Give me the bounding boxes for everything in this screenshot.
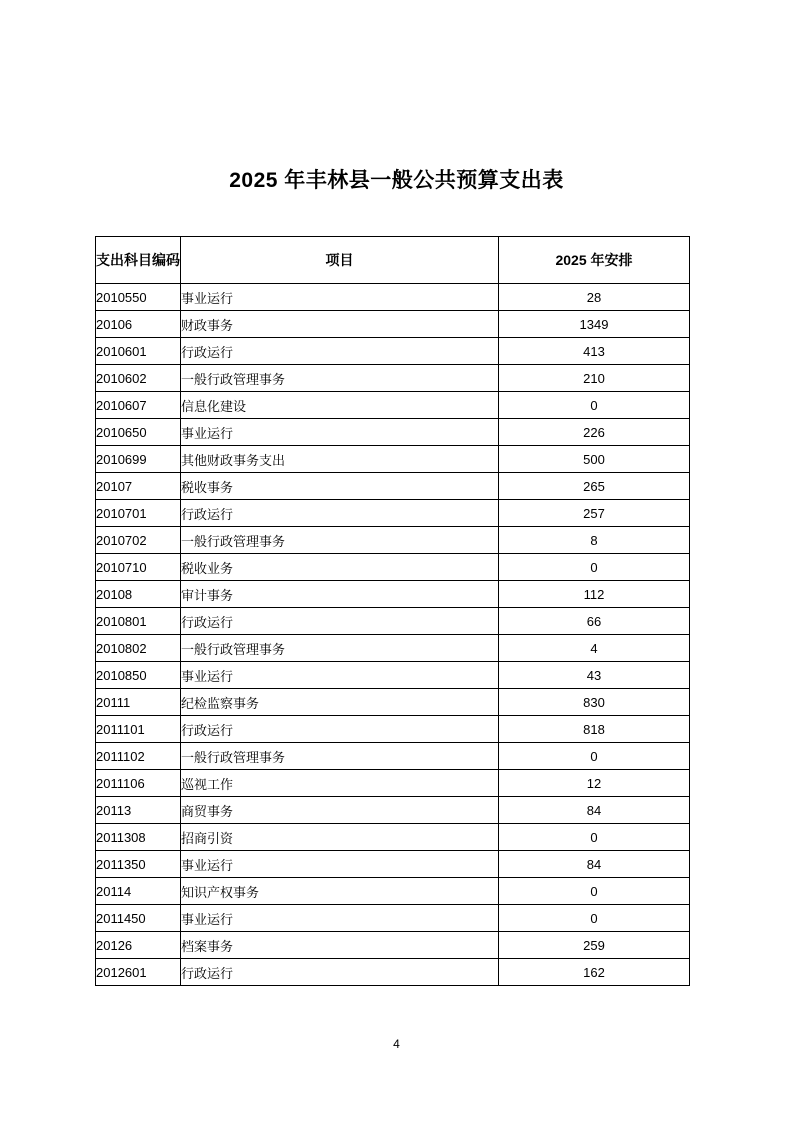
- cell-amount: 413: [499, 338, 690, 365]
- table-row: [96, 365, 690, 392]
- column-header-code: [96, 237, 181, 284]
- table-row: [96, 581, 690, 608]
- table-row: [96, 311, 690, 338]
- cell-item: 事业运行: [181, 905, 499, 932]
- cell-item: 其他财政事务支出: [181, 446, 499, 473]
- table-row: [96, 932, 690, 959]
- table-row: [96, 824, 690, 851]
- cell-amount: 8: [499, 527, 690, 554]
- cell-code: 2010650: [96, 419, 181, 446]
- cell-item: 一般行政管理事务: [181, 635, 499, 662]
- cell-code: 2010710: [96, 554, 181, 581]
- cell-code: 2010802: [96, 635, 181, 662]
- cell-item: 信息化建设: [181, 392, 499, 419]
- cell-item: 审计事务: [181, 581, 499, 608]
- cell-item: 行政运行: [181, 959, 499, 986]
- cell-item: 行政运行: [181, 716, 499, 743]
- column-header-item: 项目: [181, 237, 499, 284]
- cell-amount: 66: [499, 608, 690, 635]
- page-number: 4: [393, 1037, 400, 1051]
- table-row: [96, 392, 690, 419]
- cell-item: 行政运行: [181, 338, 499, 365]
- cell-amount: 210: [499, 365, 690, 392]
- table-row: [96, 797, 690, 824]
- budget-table-body: [96, 284, 690, 986]
- cell-code: 2010702: [96, 527, 181, 554]
- cell-item: 一般行政管理事务: [181, 743, 499, 770]
- table-row: [96, 770, 690, 797]
- cell-code: 20111: [96, 689, 181, 716]
- cell-code: 20106: [96, 311, 181, 338]
- cell-code: 20114: [96, 878, 181, 905]
- budget-table: [95, 236, 690, 986]
- cell-code: 20126: [96, 932, 181, 959]
- header-row: [96, 237, 690, 284]
- table-row: [96, 743, 690, 770]
- cell-code: 2011308: [96, 824, 181, 851]
- cell-item: 一般行政管理事务: [181, 527, 499, 554]
- column-header-amount: 2025 年安排: [499, 237, 690, 284]
- table-row: [96, 419, 690, 446]
- cell-code: 20108: [96, 581, 181, 608]
- cell-amount: 0: [499, 905, 690, 932]
- cell-code: 2011350: [96, 851, 181, 878]
- cell-amount: 0: [499, 554, 690, 581]
- cell-code: 20113: [96, 797, 181, 824]
- cell-code: 2010607: [96, 392, 181, 419]
- cell-amount: 84: [499, 851, 690, 878]
- cell-amount: 84: [499, 797, 690, 824]
- cell-item: 档案事务: [181, 932, 499, 959]
- cell-item: 税收业务: [181, 554, 499, 581]
- table-row: [96, 500, 690, 527]
- cell-item: 知识产权事务: [181, 878, 499, 905]
- cell-code: 2011101: [96, 716, 181, 743]
- cell-amount: 830: [499, 689, 690, 716]
- cell-code: 2010601: [96, 338, 181, 365]
- budget-table-header: [96, 237, 690, 284]
- cell-amount: 28: [499, 284, 690, 311]
- cell-item: 一般行政管理事务: [181, 365, 499, 392]
- table-row: [96, 608, 690, 635]
- cell-amount: 500: [499, 446, 690, 473]
- cell-code: 2011102: [96, 743, 181, 770]
- cell-amount: 0: [499, 743, 690, 770]
- table-row: [96, 689, 690, 716]
- cell-code: 2011450: [96, 905, 181, 932]
- cell-item: 行政运行: [181, 608, 499, 635]
- table-row: [96, 554, 690, 581]
- cell-item: 事业运行: [181, 419, 499, 446]
- table-row: [96, 527, 690, 554]
- table-row: [96, 473, 690, 500]
- cell-amount: 112: [499, 581, 690, 608]
- cell-amount: 162: [499, 959, 690, 986]
- cell-item: 税收事务: [181, 473, 499, 500]
- cell-item: 事业运行: [181, 851, 499, 878]
- cell-amount: 12: [499, 770, 690, 797]
- cell-amount: 4: [499, 635, 690, 662]
- cell-amount: 818: [499, 716, 690, 743]
- table-row: [96, 878, 690, 905]
- cell-amount: 226: [499, 419, 690, 446]
- cell-amount: 0: [499, 824, 690, 851]
- table-row: [96, 662, 690, 689]
- column-header-code-label: 支出科目编码: [96, 251, 180, 268]
- table-row: [96, 284, 690, 311]
- cell-amount: 0: [499, 878, 690, 905]
- cell-item: 巡视工作: [181, 770, 499, 797]
- cell-item: 事业运行: [181, 284, 499, 311]
- cell-item: 招商引资: [181, 824, 499, 851]
- cell-code: 2012601: [96, 959, 181, 986]
- cell-amount: 0: [499, 392, 690, 419]
- table-row: [96, 635, 690, 662]
- cell-item: 商贸事务: [181, 797, 499, 824]
- cell-amount: 259: [499, 932, 690, 959]
- table-row: [96, 905, 690, 932]
- cell-code: 2010701: [96, 500, 181, 527]
- table-row: [96, 959, 690, 986]
- table-row: [96, 851, 690, 878]
- cell-code: 2010550: [96, 284, 181, 311]
- cell-amount: 43: [499, 662, 690, 689]
- cell-code: 20107: [96, 473, 181, 500]
- cell-item: 财政事务: [181, 311, 499, 338]
- cell-code: 2010850: [96, 662, 181, 689]
- cell-item: 事业运行: [181, 662, 499, 689]
- table-row: [96, 338, 690, 365]
- cell-amount: 1349: [499, 311, 690, 338]
- table-row: [96, 716, 690, 743]
- cell-code: 2010699: [96, 446, 181, 473]
- table-row: [96, 446, 690, 473]
- cell-item: 纪检监察事务: [181, 689, 499, 716]
- cell-item: 行政运行: [181, 500, 499, 527]
- cell-amount: 257: [499, 500, 690, 527]
- page-title: 2025 年丰林县一般公共预算支出表: [229, 169, 564, 192]
- cell-code: 2010801: [96, 608, 181, 635]
- cell-code: 2011106: [96, 770, 181, 797]
- cell-amount: 265: [499, 473, 690, 500]
- cell-code: 2010602: [96, 365, 181, 392]
